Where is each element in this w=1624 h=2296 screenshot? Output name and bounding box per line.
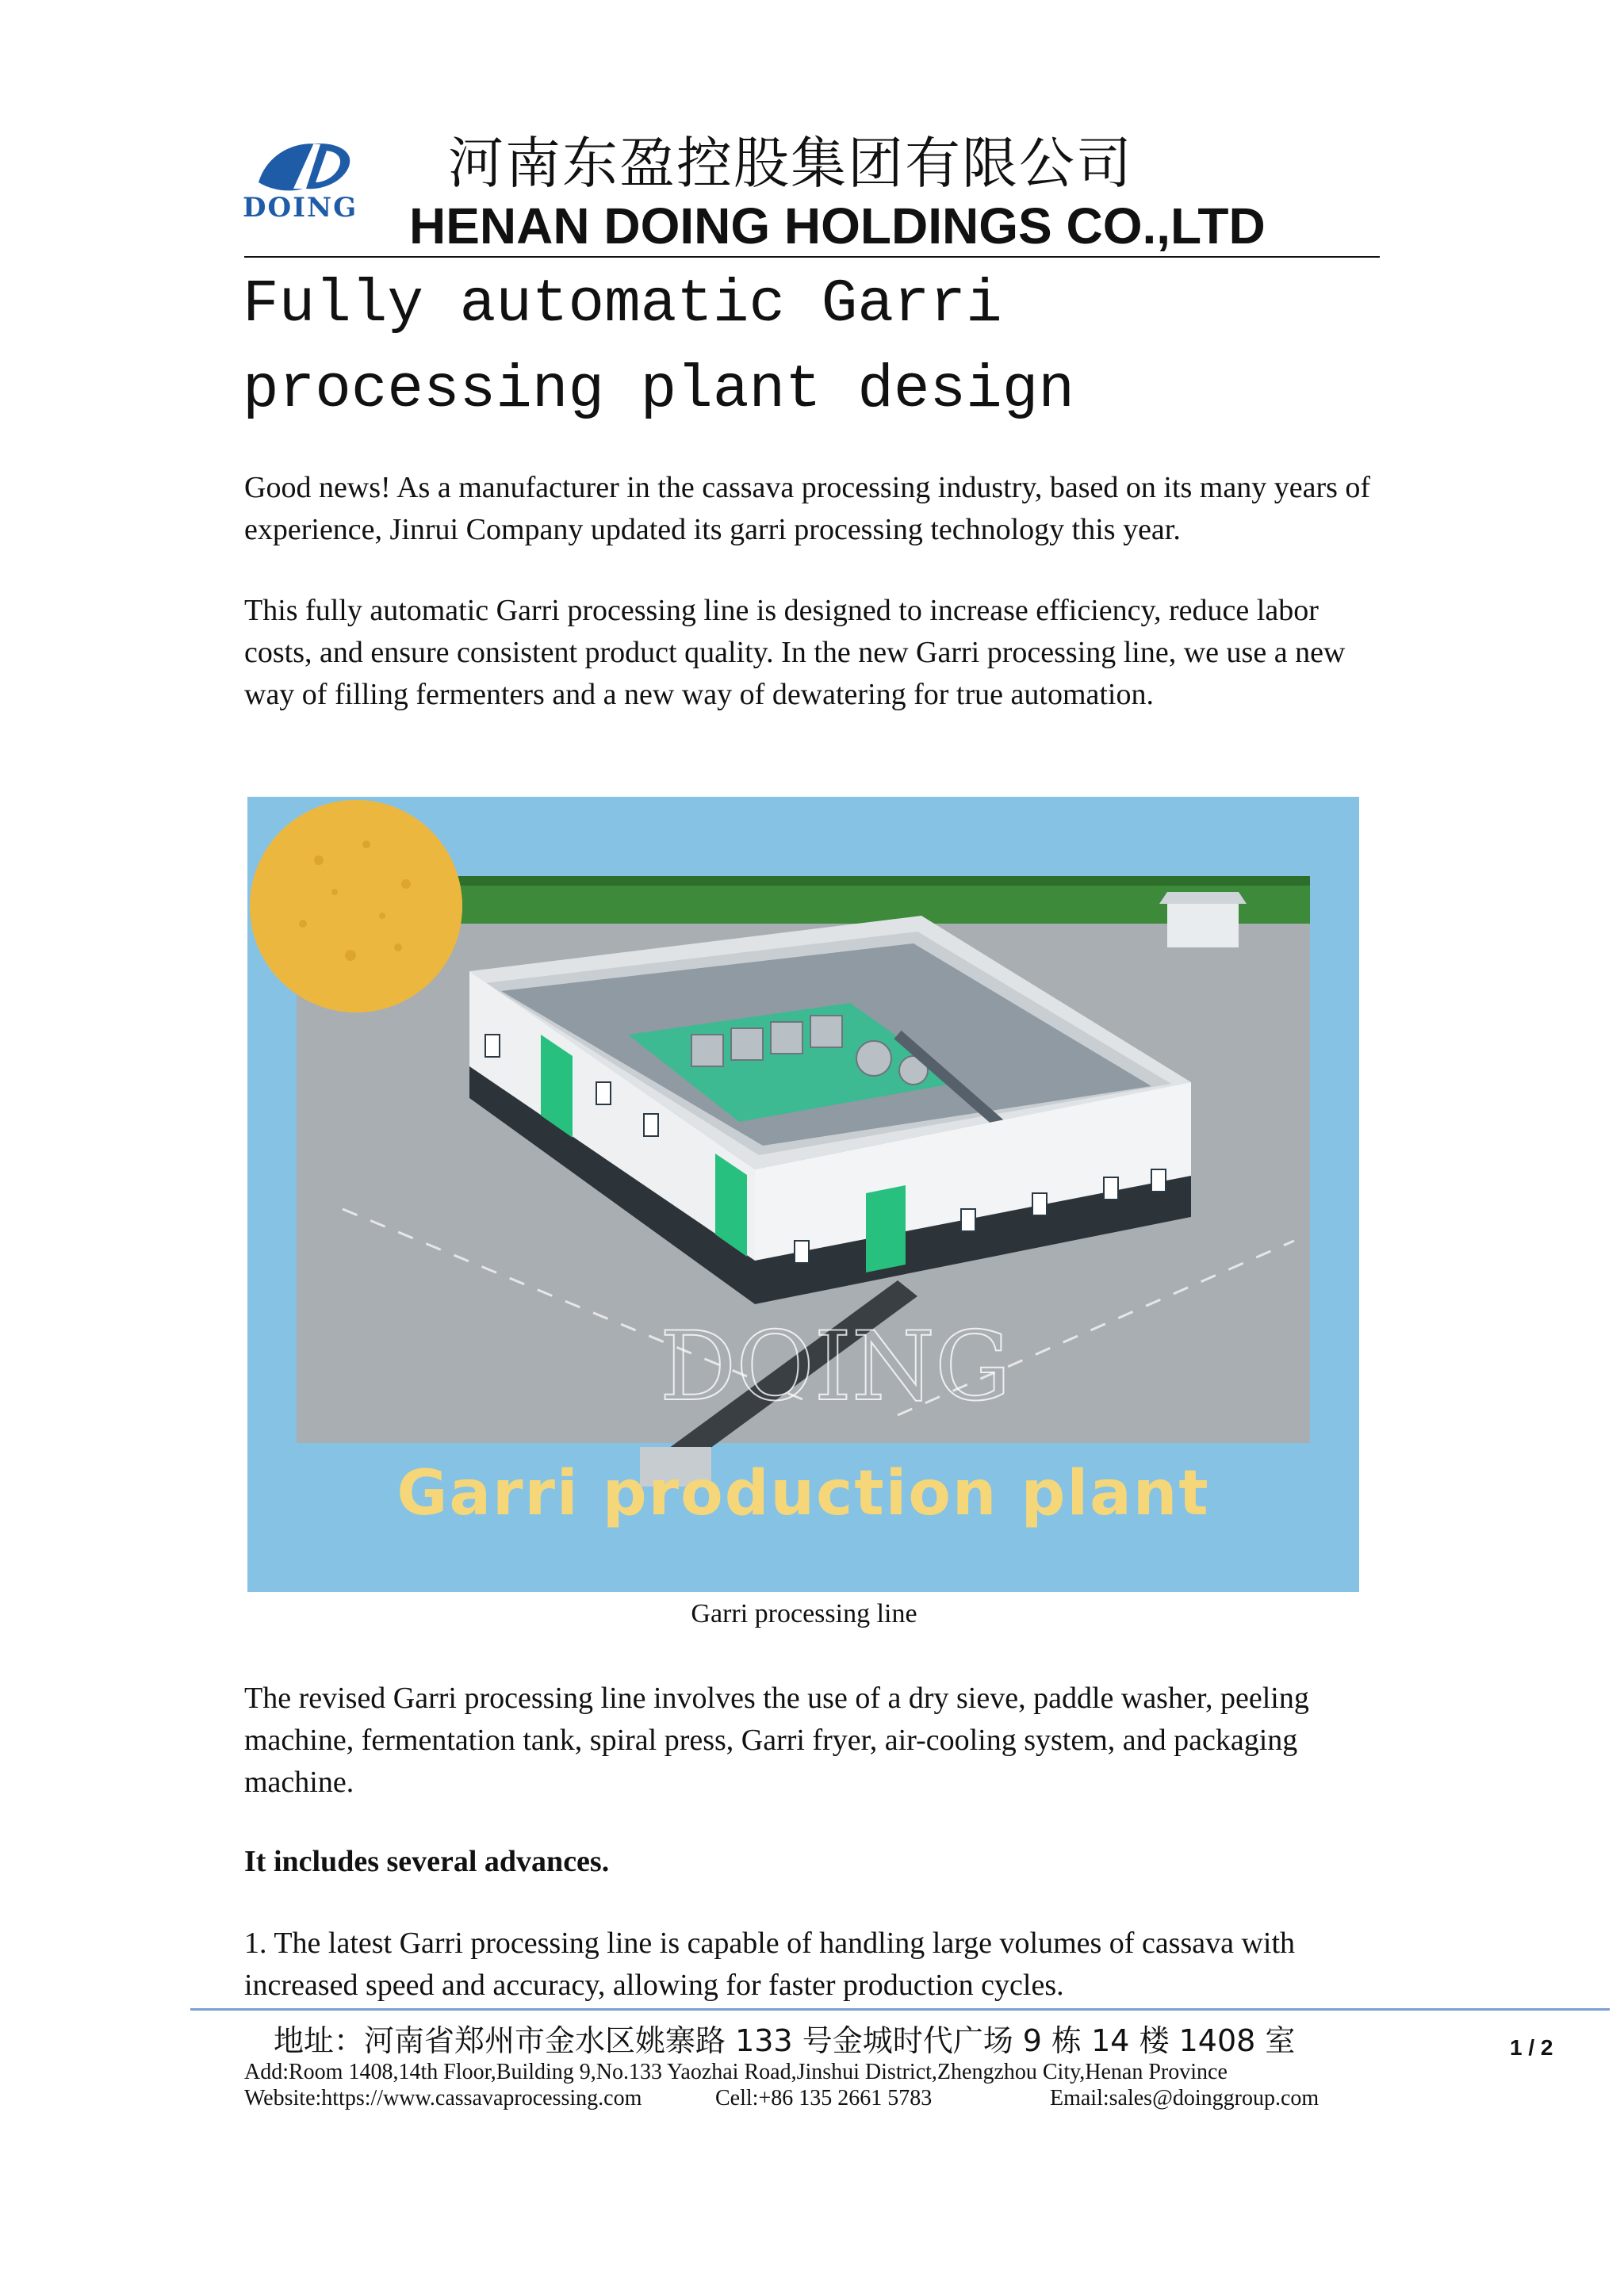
footer-divider	[190, 2008, 1610, 2011]
company-name-en: HENAN DOING HOLDINGS CO.,LTD	[409, 197, 1266, 254]
footer-website: Website:https://www.cassavaprocessing.com	[244, 2086, 642, 2110]
footer-address-cn: 地址：河南省郑州市金水区姚寨路 133 号金城时代广场 9 栋 14 楼 1408 室	[274, 2023, 1296, 2058]
garri-plant-figure	[247, 797, 1359, 1592]
figure-watermark: DOING	[660, 1312, 1011, 1422]
garri-plant-illustration	[247, 797, 1359, 1592]
footer-cell: Cell:+86 135 2661 5783	[715, 2086, 933, 2110]
figure-caption: Garri processing line	[691, 1599, 917, 1628]
page-number: 1 / 2	[1510, 2035, 1553, 2060]
header-divider	[244, 256, 1380, 258]
list-item-1: 1. The latest Garri processing line is capable of handling large volumes of cassava with increased speed and accuracy, allowing for faster production cycles.	[244, 1927, 1296, 2002]
logo-wordmark: DOING	[243, 192, 358, 224]
paragraph-intro: Good news! As a manufacturer in the cassava processing industry, based on its many years of experience, Jinrui Company updated its garri processing technology this year.	[244, 471, 1371, 546]
paragraph-equipment: The revised Garri processing line involves the use of a dry sieve, paddle washer, peeling machine, fermentation tank, spiral press, Garri fryer, air-cooling system, and packaging machine.	[244, 1682, 1309, 1799]
section-heading: It includes several advances.	[244, 1845, 610, 1878]
footer-email: Email:sales@doinggroup.com	[1050, 2086, 1320, 2110]
document-title: Fully automatic Garri processing plant design	[243, 270, 1074, 424]
paragraph-description: This fully automatic Garri processing line is designed to increase efficiency, reduce labor costs, and ensure consistent product quality. In the new Garri processing line, we use a new way of filling fermenters and a new way of dewatering for true automation.	[244, 594, 1346, 711]
footer-address-en: Add:Room 1408,14th Floor,Building 9,No.133 Yaozhai Road,Jinshui District,Zhengzhou City,Henan Province	[244, 2060, 1228, 2084]
company-name-cn: 河南东盈控股集团有限公司	[448, 131, 1133, 196]
figure-banner-text: Garri production plant	[396, 1458, 1210, 1529]
